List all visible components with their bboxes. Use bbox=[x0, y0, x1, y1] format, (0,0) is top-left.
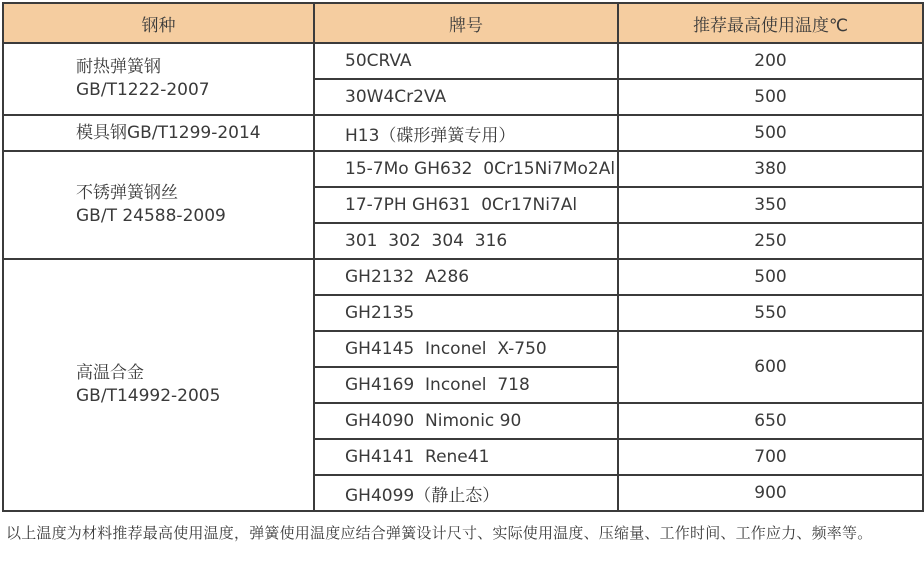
steel-type-standard: GB/T1222-2007 bbox=[76, 80, 210, 100]
grade-cell: GH2132 A286 bbox=[314, 259, 618, 295]
grade-cell: GH2135 bbox=[314, 295, 618, 331]
steel-type-name: 高温合金 bbox=[76, 363, 144, 384]
grade-cell: GH4099（静止态） bbox=[314, 475, 618, 511]
footnote: 以上温度为材料推荐最高使用温度，弹簧使用温度应结合弹簧设计尺寸、实际使用温度、压缩量、工作时间、工作应力、频率等。 bbox=[6, 524, 873, 542]
steel-type-name: 耐热弹簧钢 bbox=[76, 57, 161, 78]
temp-cell: 550 bbox=[618, 295, 923, 331]
steel-type-standard: GB/T14992-2005 bbox=[76, 386, 221, 406]
grade-cell: GH4090 Nimonic 90 bbox=[314, 403, 618, 439]
header-row bbox=[3, 3, 923, 43]
grade-cell: 50CRVA bbox=[314, 43, 618, 79]
table-row bbox=[3, 43, 923, 79]
steel-type-cell-stainless-wire bbox=[3, 151, 314, 259]
temp-cell: 250 bbox=[618, 223, 923, 259]
steel-type-cell-superalloy bbox=[3, 259, 314, 511]
steel-type-name: 模具钢GB/T1299-2014 bbox=[76, 122, 261, 143]
col-header-grade: 牌号 bbox=[314, 3, 618, 43]
grade-cell: 30W4Cr2VA bbox=[314, 79, 618, 115]
materials-table bbox=[2, 2, 924, 512]
temp-cell: 200 bbox=[618, 43, 923, 79]
col-header-steel-type: 钢种 bbox=[3, 3, 314, 43]
grade-cell: 301 302 304 316 bbox=[314, 223, 618, 259]
table-row bbox=[3, 151, 923, 187]
col-header-max-temp: 推荐最高使用温度℃ bbox=[618, 3, 923, 43]
grade-cell: GH4169 Inconel 718 bbox=[314, 367, 618, 403]
temp-cell: 350 bbox=[618, 187, 923, 223]
temp-cell: 500 bbox=[618, 79, 923, 115]
table-row bbox=[3, 115, 923, 151]
grade-cell: 15-7Mo GH632 0Cr15Ni7Mo2Al bbox=[314, 151, 618, 187]
temp-cell-merged: 600 bbox=[618, 331, 923, 403]
grade-cell: GH4141 Rene41 bbox=[314, 439, 618, 475]
steel-type-cell-heat-resistant bbox=[3, 43, 314, 115]
temp-cell: 500 bbox=[618, 259, 923, 295]
temp-cell: 650 bbox=[618, 403, 923, 439]
grade-cell: GH4145 Inconel X-750 bbox=[314, 331, 618, 367]
temp-cell: 380 bbox=[618, 151, 923, 187]
steel-type-name: 不锈弹簧钢丝 bbox=[76, 183, 178, 204]
temp-cell: 900 bbox=[618, 475, 923, 511]
grade-cell: 17-7PH GH631 0Cr17Ni7Al bbox=[314, 187, 618, 223]
steel-type-standard: GB/T 24588-2009 bbox=[76, 206, 226, 226]
steel-type-cell-die-steel bbox=[3, 115, 314, 151]
temp-cell: 700 bbox=[618, 439, 923, 475]
table-row bbox=[3, 259, 923, 295]
temp-cell: 500 bbox=[618, 115, 923, 151]
grade-cell: H13（碟形弹簧专用） bbox=[314, 115, 618, 151]
